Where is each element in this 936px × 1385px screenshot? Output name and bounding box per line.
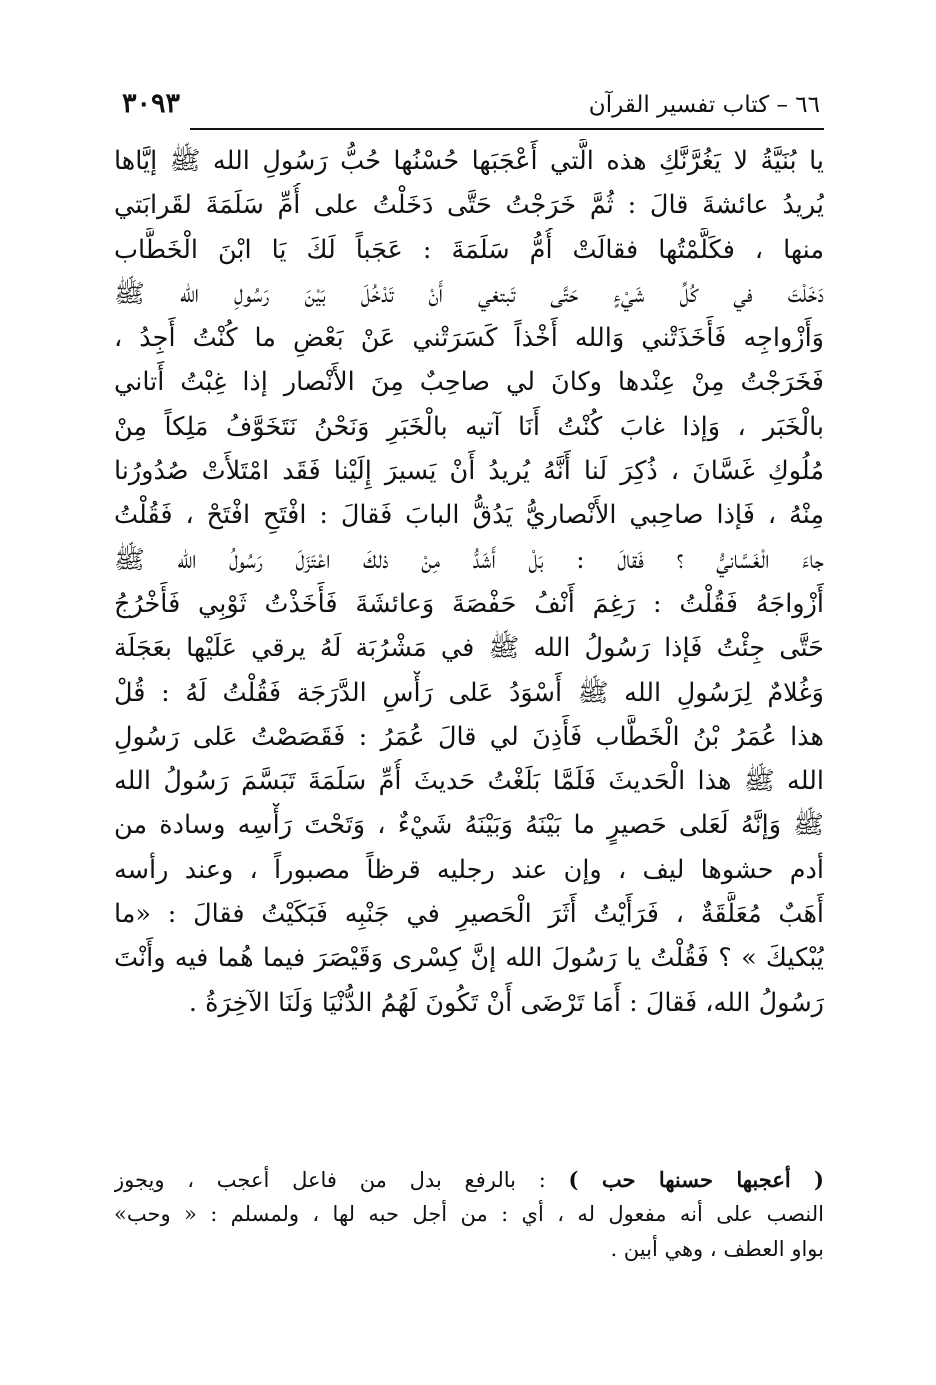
commentary-note	[114, 1162, 824, 1267]
text-line: رَسُولُ الله، فَقالَ : أَمَا تَرْضَى أَنْ تَكُونَ لَهُمُ الدُّنْيَا وَلَنَا الآخِرَةُ .	[188, 987, 824, 1018]
text-line: ﷺ وَإنَّهُ لَعَلى حَصيرٍ ما بَيْنَهُ وَبَيْنَهُ شَيْءٌ ، وَتَحْتَ رَأْسِه وسادة من	[114, 810, 824, 841]
text-line: أَزْواجَهُ فَقُلْتُ : رَغِمَ أَنْفُ حَفْصَةَ وَعائشَةَ فَأَخَذْتُ ثَوْبِي فَأَخْرُجُ	[114, 588, 824, 619]
text-line: وَغُلامٌ لِرَسُولِ الله ﷺ أَسْوَدُ عَلى رَأْسِ الدَّرَجَة فَقُلْتُ لَهُ : قُلْ	[114, 677, 824, 708]
text-line: بالْخَبَر ، وَإذا غابَ كُنْتُ أَنَا آتيه بالْخَبَرِ وَنَحْنُ نَتَخَوَّفُ مَلِكاً مِنْ	[114, 411, 824, 442]
text-line: يُريدُ عائشةَ قالَ : ثُمَّ خَرَجْتُ حَتَّى دَخَلْتُ على أُمِّ سَلَمَةَ لقَرابَتي	[114, 190, 824, 221]
note-lemma: ( أعجبها حسنها حب )	[568, 1167, 824, 1192]
text-line: منها ، فكَلَّمْتُها فقالَتْ أُمُّ سَلَمَةَ : عَجَباً لَكَ يَا ابْنَ الْخَطَّاب	[114, 234, 824, 265]
text-line: فَخَرَجْتُ مِنْ عِنْدها وكانَ لي صاحِبٌ مِنَ الأَنْصار إذا غِبْتُ أَتاني	[114, 367, 824, 398]
text-line: يا بُنَيَّةُ لا يَغُرَّنَّكِ هذه الَّتي أَعْجَبَها حُسْنُها حُبُّ رَسُولِ الله ﷺ إيَّاها	[114, 146, 824, 176]
text-line: وَأَزْواجِه فَأَخَذَتْني وَالله أَخْذاً كَسَرَتْني عَنْ بَعْضِ ما كُنْتُ أَجِدُ ،	[114, 323, 824, 354]
running-title: ٦٦ – كتاب تفسير القرآن	[588, 92, 820, 118]
text-line: جاءَ الْغَسَّانيُّ ؟ فَقالَ : بَلْ أَشَدُّ مِنْ ذلكَ اعْتَزَلَ رَسُولُ الله ﷺ	[114, 544, 824, 575]
header-rule	[190, 128, 824, 130]
page-number: ٣٠٩٣	[122, 88, 181, 119]
text-line: هذا عُمَرُ بْنُ الْخَطَّاب فَأَذِنَ لي قالَ عُمَرُ : فَقَصَصْتُ عَلى رَسُولِ	[114, 721, 824, 752]
text-line: مُلُوكِ غَسَّانَ ، ذُكِرَ لَنا أَنَّهُ يُريدُ أَنْ يَسيرَ إِلَيْنا فَقَد امْتَلأَتْ صُدُورُنا	[114, 456, 824, 487]
note-line	[114, 1162, 824, 1197]
main-text	[114, 139, 824, 1025]
text-line: أدم حشوها ليف ، وإن عند رجليه قرظاً مصبوراً ، وعند رأسه	[114, 854, 824, 885]
text-line: أَهَبٌ مُعَلَّقَةٌ ، فَرَأَيْتُ أَثَرَ الْحَصيرِ في جَنْبِه فَبَكَيْتُ فقالَ : «ما	[114, 899, 824, 930]
note-line: النصب على أنه مفعول له ، أي : من أجل حبه لها ، ولمسلم : « وحب»	[114, 1202, 824, 1226]
text-line: حَتَّى جِئْتُ فَإذا رَسُولُ الله ﷺ في مَشْرُبَة لَهُ يرقي عَلَيْها بعَجَلَة	[114, 633, 824, 664]
note-line: بواو العطف ، وهي أبين .	[610, 1237, 824, 1261]
text-line: دَخَلْتَ في كُلِّ شَيْءٍ حَتَّى تَبتغي أَنْ تَدْخُلَ بَيْنَ رَسُولِ الله ﷺ	[114, 278, 824, 309]
page-header	[122, 88, 820, 128]
text-line: الله ﷺ هذا الْحَديثَ فَلَمَّا بَلَغْتُ حَديثَ أُمِّ سَلَمَةَ تَبَسَّمَ رَسُولُ الله	[114, 766, 824, 797]
note-text: : بالرفع بدل من فاعل أعجب ، ويجوز	[114, 1168, 569, 1192]
text-line: مِنْهُ ، فَإذا صاحِبي الأَنْصاريُّ يَدُقُّ البابَ فَقالَ : افْتَحِ افْتَحْ ، فَقُلْتُ	[114, 500, 824, 531]
text-line: يُبْكيكَ » ؟ فَقُلْتُ يا رَسُولَ الله إنَّ كِسْرى وَقَيْصَرَ فيما هُما فيه وأَنْتَ	[114, 943, 824, 974]
